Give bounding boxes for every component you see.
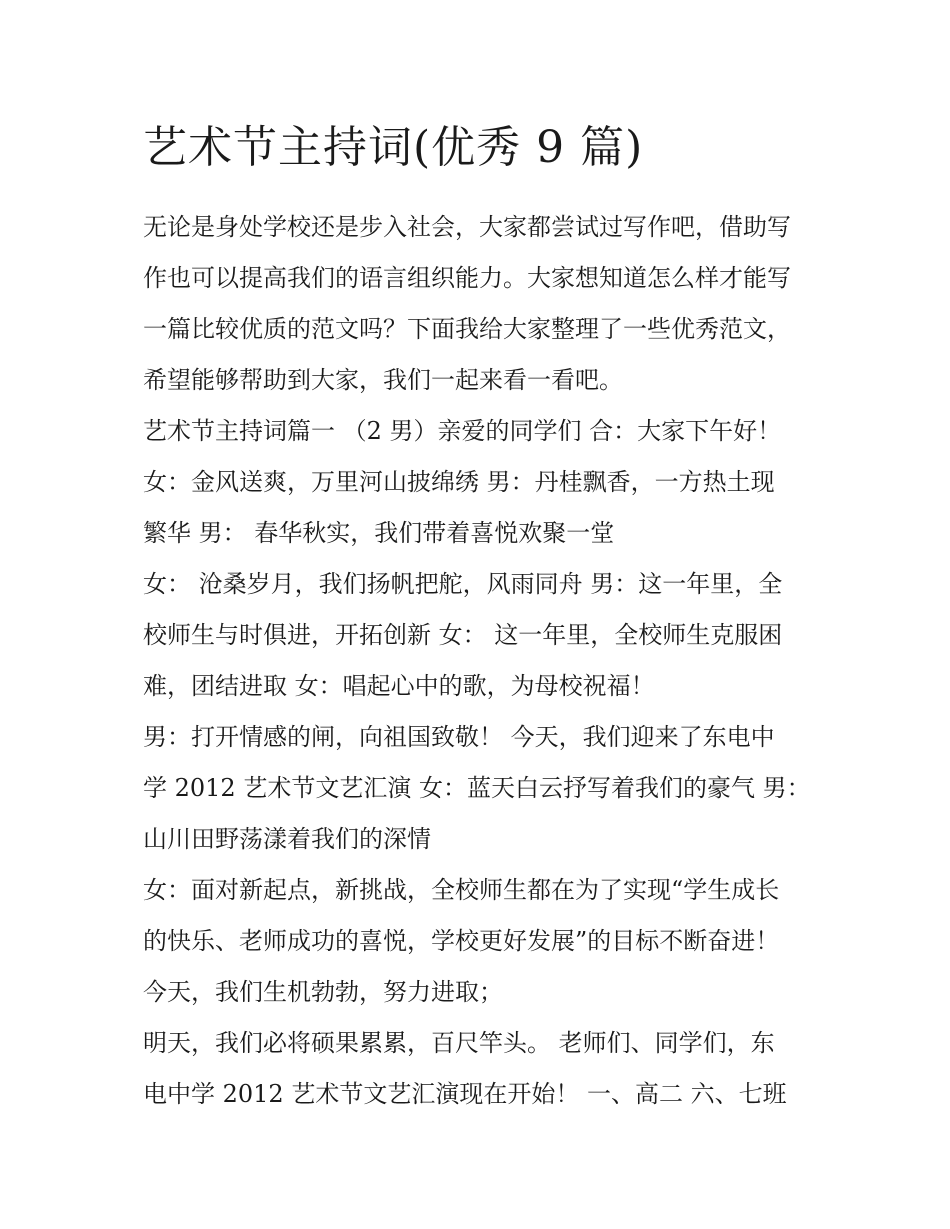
- body-line: 艺术节主持词篇一 （2 男）亲爱的同学们 合：大家下午好！: [143, 417, 782, 445]
- body-line: 男：打开情感的闸，向祖国致敬！ 今天，我们迎来了东电中: [143, 723, 775, 751]
- body-line: 今天，我们生机勃勃，努力进取；: [143, 978, 503, 1006]
- body-line: 校师生与时俱进，开拓创新 女： 这一年里，全校师生克服困: [143, 621, 783, 649]
- body-line: 繁华 男： 春华秋实，我们带着喜悦欢聚一堂: [143, 519, 615, 547]
- body-line: 无论是身处学校还是步入社会，大家都尝试过写作吧，借助写: [143, 213, 791, 241]
- body-line: 难，团结进取 女：唱起心中的歌，为母校祝福！: [143, 672, 655, 700]
- body-line: 的快乐、老师成功的喜悦，学校更好发展”的目标不断奋进！: [143, 927, 780, 955]
- body-line: 女：金风送爽，万里河山披绵绣 男：丹桂飘香，一方热土现: [143, 468, 775, 496]
- body-line: 作也可以提高我们的语言组织能力。大家想知道怎么样才能写: [143, 264, 791, 292]
- body-line: 电中学 2012 艺术节文艺汇演现在开始！ 一、高二 六、七班: [143, 1080, 787, 1108]
- body-line: 明天，我们必将硕果累累，百尺竿头。 老师们、同学们，东: [143, 1029, 775, 1057]
- document-content: [143, 118, 823, 1120]
- document-body: [143, 202, 823, 1120]
- body-line: 希望能够帮助到大家，我们一起来看一看吧。: [143, 366, 623, 394]
- document-title: 艺术节主持词(优秀 9 篇): [143, 122, 644, 173]
- body-line: 一篇比较优质的范文吗？下面我给大家整理了一些优秀范文，: [143, 315, 791, 343]
- body-line: 山川田野荡漾着我们的深情: [143, 825, 431, 853]
- body-line: 学 2012 艺术节文艺汇演 女：蓝天白云抒写着我们的豪气 男：: [143, 774, 811, 802]
- body-line: 女： 沧桑岁月，我们扬帆把舵，风雨同舟 男：这一年里，全: [143, 570, 783, 598]
- body-line: 女：面对新起点，新挑战，全校师生都在为了实现“学生成长: [143, 876, 780, 904]
